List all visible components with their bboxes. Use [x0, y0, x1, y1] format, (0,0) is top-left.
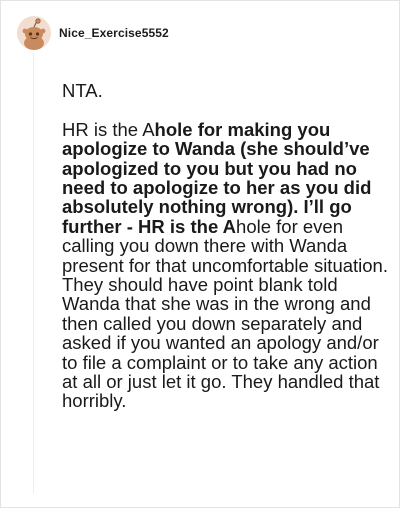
avatar[interactable] [17, 16, 51, 50]
comment-text-segment: hole for even calling you down there with Wanda present for that uncomfortable situation. They should have point blank told Wanda that she was in the wrong and then called you down separately and asked if you wanted an apology and/or to file a complaint or to take any action at all or just let it go. They handled that horribly. [62, 215, 388, 412]
comment-paragraph: NTA. [62, 80, 103, 101]
comment-bold-text: hole for making you apologize to Wanda (she should’ve apologized to you but you had no need to apologize to her as you did absolutely nothing wrong). I’ll go further - HR is the A [62, 118, 372, 237]
comment-text-segment: HR is the A [62, 118, 155, 140]
thread-line[interactable] [33, 53, 34, 493]
comment-paragraph [62, 120, 392, 411]
username-link[interactable]: Nice_Exercise5552 [59, 26, 169, 40]
comment-header [17, 15, 169, 51]
comment-body [62, 81, 392, 411]
reddit-snoo-avatar-icon [17, 16, 51, 50]
